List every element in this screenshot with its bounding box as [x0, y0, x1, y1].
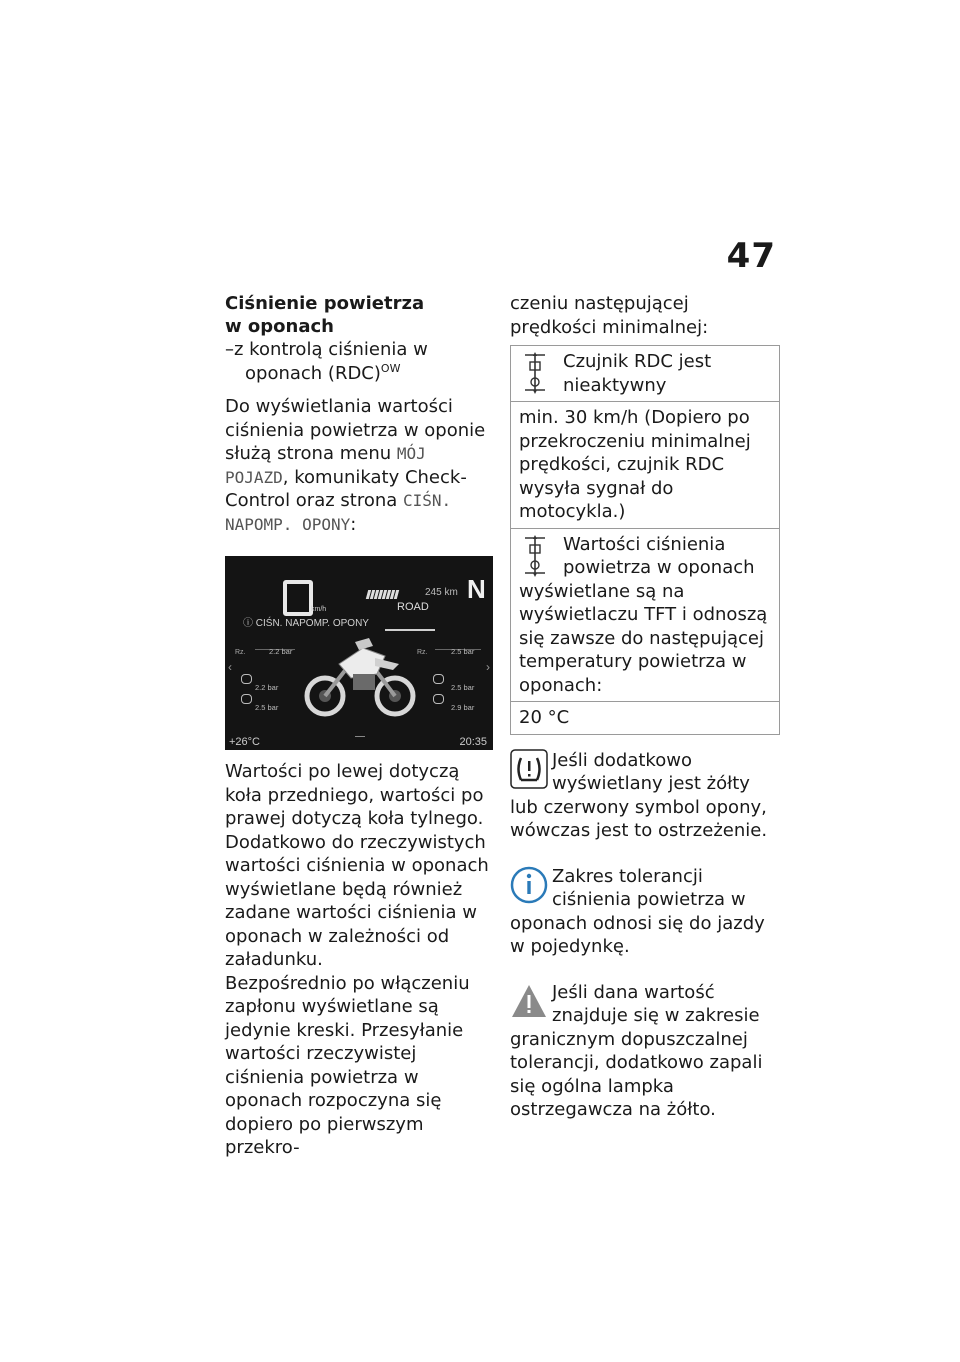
page-number: 47: [726, 236, 776, 276]
caution-note: [510, 981, 780, 1122]
warning-triangle-icon: [510, 981, 548, 1021]
front-target-label: Rz.: [235, 649, 246, 656]
motorcycle-icon: [299, 634, 419, 724]
paragraph-target-values: Dodatkowo do rzeczywistych wartości ciśnienia w oponach wyświetlane będą również zadane wartości ciśnienia w oponach w zależności od załadunku.: [225, 831, 489, 970]
front-target-value: 2.2 bar: [269, 647, 293, 656]
left-column: [225, 292, 493, 1160]
tyre-icon: [241, 694, 252, 704]
ride-mode: ROAD: [397, 601, 429, 613]
rear-target-value: 2.5 bar: [451, 647, 475, 656]
pressure-gauge-icon: [523, 535, 549, 577]
tyre-icon: [433, 694, 444, 704]
scroll-indicator: [355, 736, 365, 737]
para1-part1: Do wyświetlania wartości ciśnienia powietrza w oponie służą strona menu: [225, 396, 486, 464]
tyre-icon: [433, 674, 444, 684]
para1-part2: , komunikaty Check-Control oraz strona: [225, 466, 467, 511]
rear-value-a: 2.5 bar: [451, 683, 475, 692]
tyre-icon: [241, 674, 252, 684]
page-name: CIŚN. NAPOMP. OPONY: [225, 491, 452, 534]
intro-paragraph: [225, 395, 493, 536]
rear-value-b: 2.9 bar: [451, 703, 475, 712]
min-speed-text: min. 30 km/h (Dopiero po przekroczeniu minimalnej prędkości, czujnik RDC wysyła sygnał do motocykla.): [519, 407, 751, 522]
info-note-text: Zakres tolerancji ciśnienia powietrza w oponach odnosi się do jazdy w pojedynkę.: [510, 865, 765, 957]
heading-line-2: w oponach: [225, 316, 334, 337]
speed-zero-digit: [283, 580, 313, 616]
pressure-gauge-icon: [523, 352, 549, 394]
chevron-left-icon: ‹: [228, 660, 232, 674]
caution-note-text: Jeśli dana wartość znajduje się w zakresie granicznym dopuszczalnej tolerancji, dodatkowo zapali się ogólna lampka ostrzegawcza na żółto.: [510, 981, 763, 1120]
clock: 20:35: [459, 736, 487, 748]
title-underline: [385, 629, 435, 631]
warning-note-text: Jeśli dodatkowo wyświetlany jest żółty lub czerwony symbol opony, wówczas jest to ostrzeżenie.: [510, 749, 768, 841]
section-heading: [225, 292, 493, 338]
warning-note: [510, 749, 780, 843]
table-row: [511, 346, 779, 402]
gear-indicator: N: [467, 574, 486, 604]
tyre-warning-icon: [510, 749, 548, 789]
paragraph-left-right: Wartości po lewej dotyczą koła przedniego, wartości po prawej dotyczą koła tylnego.: [225, 761, 484, 829]
tft-display-image: [225, 556, 493, 750]
chevron-right-icon: ›: [486, 660, 490, 674]
spec-table: [510, 345, 780, 735]
front-value-a: 2.2 bar: [255, 683, 279, 692]
table-row: [511, 529, 779, 703]
info-note: [510, 865, 780, 959]
heading-line-1: Ciśnienie powietrza: [225, 293, 425, 314]
para1-part3: :: [350, 513, 357, 535]
subheading-text: –z kontrolą ciśnienia w oponach (RDC): [225, 339, 428, 384]
range-value: 245 km: [425, 587, 458, 598]
tft-values-text: Wartości ciśnienia powietrza w oponach wyświetlane są na wyświetlaczu TFT i odnoszą się zawsze do następującej temperatury powietrza w oponach:: [519, 533, 768, 696]
paragraph-dashes: Bezpośrednio po włączeniu zapłonu wyświetlane są jedynie kreski. Przesyłanie wartości rzeczywistej ciśnienia powietrza w oponach rozpoczyna się dopiero po pierwszym przekro-: [225, 972, 470, 1158]
front-value-b: 2.5 bar: [255, 703, 279, 712]
subheading-sup: OW: [380, 361, 401, 375]
speed-unit: km/h: [311, 606, 327, 613]
display-title: ⓘ CIŚN. NAPOMP. OPONY: [243, 618, 369, 629]
reference-temperature: 20 °C: [519, 707, 570, 728]
table-row: [511, 402, 779, 529]
right-column: [510, 292, 780, 1122]
continuation-text: czeniu następującej prędkości minimalnej:: [510, 293, 709, 338]
rear-target-label: Rz.: [417, 649, 428, 656]
info-icon: [510, 865, 548, 905]
table-row: [511, 702, 779, 735]
section-subheading: [225, 338, 493, 385]
rdc-inactive-text: Czujnik RDC jest nieaktywny: [563, 351, 712, 396]
fuel-gauge-icon: [367, 582, 399, 606]
ambient-temperature: +26°C: [229, 736, 261, 748]
menu-name: MÓJ POJAZD: [225, 444, 426, 487]
display-title-text: CIŚN. NAPOMP. OPONY: [255, 618, 369, 629]
